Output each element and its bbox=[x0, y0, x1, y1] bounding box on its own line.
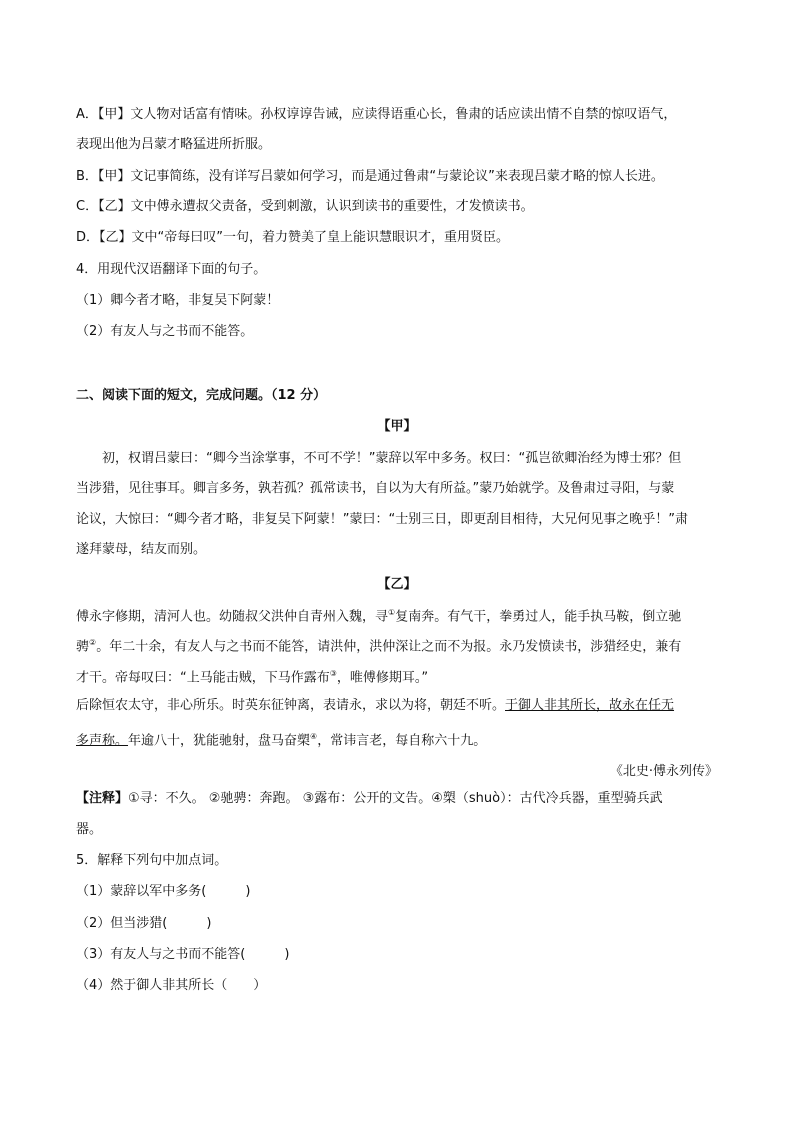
notes-label: 【注释】 bbox=[76, 791, 129, 806]
passage-yi-text: 复南奔。有气干，拳勇过人，能手执马鞍，倒立驰 bbox=[395, 609, 682, 625]
passage-yi-line-3 bbox=[76, 665, 428, 687]
passage-yi-text: 年逾八十，犹能驰射，盘马奋槊 bbox=[128, 733, 311, 749]
question-5-item-2: （2）但当涉猎( ) bbox=[76, 916, 212, 931]
option-d: D．【乙】文中“帝每曰叹”一句，着力赞美了皇上能识慧眼识才，重用贤臣。 bbox=[76, 230, 509, 245]
option-b: B．【甲】文记事简练，没有详写吕蒙如何学习，而是通过鲁肃“与蒙论议”来表现吕蒙才略的惊人长进。 bbox=[76, 169, 664, 184]
notes-line-1 bbox=[76, 790, 663, 808]
option-c: C．【乙】文中傅永遭叔父责备，受到刺激，认识到读书的重要性，才发愤读书。 bbox=[76, 199, 534, 214]
passage-yi-text: 后除恒农太守，非心所乐。时英东征钟离，表请永，求以为将，朝廷不听。 bbox=[76, 698, 506, 713]
passage-yi-text: 。年二十余，有友人与之书而不能答，请洪仲，洪仲深让之而不为报。永乃发愤读书，涉猎经史，兼有 bbox=[96, 639, 682, 655]
option-a-line2: 表现出他为吕蒙才略猛进所折服。 bbox=[76, 137, 272, 152]
question-5-title: 5．解释下列句中加点词。 bbox=[76, 853, 228, 868]
footnote-marker: ③ bbox=[329, 669, 337, 678]
footnote-marker: ① bbox=[388, 608, 396, 617]
passage-jia-line-1: 初，权谓吕蒙曰：“卿今当涂掌事，不可不学！”蒙辞以军中多务。权曰：“孤岂欲卿治经为博士邪？但 bbox=[102, 451, 682, 466]
question-5-item-3: （3）有友人与之书而不能答( ) bbox=[76, 947, 290, 962]
passage-yi-line-4 bbox=[76, 697, 674, 715]
option-a-line1: A．【甲】文人物对话富有情味。孙权谆谆告诫，应读得语重心长，鲁肃的话应读出情不自禁的惊叹语气， bbox=[76, 107, 677, 122]
passage-yi-text: 傅永字修期，清河人也。幼随叔父洪仲自青州入魏，寻 bbox=[76, 609, 389, 625]
passage-jia-label: 【甲】 bbox=[377, 419, 417, 434]
passage-yi-line-1 bbox=[76, 604, 681, 626]
passage-yi-line-5 bbox=[76, 728, 486, 750]
passage-yi-text: ，常讳言老，每自称六十九。 bbox=[317, 733, 487, 749]
question-4-title: 4．用现代汉语翻译下面的句子。 bbox=[76, 262, 267, 277]
passage-yi-text: 骋 bbox=[76, 639, 90, 655]
footnote-marker: ② bbox=[89, 638, 97, 647]
passage-yi-text: 才干。帝每叹曰：“上马能击贼，下马作露布 bbox=[76, 670, 330, 686]
underlined-sentence: 于御人非其所长，故永在任无 bbox=[505, 698, 675, 713]
question-4-sentence-1: （1）卿今者才略，非复吴下阿蒙！ bbox=[76, 293, 280, 308]
passage-jia-line-3: 论议，大惊曰：“卿今者才略，非复吴下阿蒙！”蒙曰：“士别三日，即更刮目相待，大兄何见事之晚乎！”肃 bbox=[76, 512, 688, 527]
underlined-sentence: 多声称。 bbox=[76, 733, 129, 749]
passage-yi-label: 【乙】 bbox=[377, 577, 417, 592]
footnote-marker: ④ bbox=[310, 732, 318, 741]
question-5-item-1: （1）蒙辞以军中多务( ) bbox=[76, 884, 251, 899]
question-4-sentence-2: （2）有友人与之书而不能答。 bbox=[76, 324, 254, 339]
notes-text: ①寻：不久。 ②驰骋：奔跑。 ③露布：公开的文告。④槊（shuò）：古代冷兵器，重型骑兵武 bbox=[128, 791, 663, 806]
passage-yi-text: ，唯傅修期耳。” bbox=[336, 670, 429, 686]
passage-jia-line-2: 当涉猎，见往事耳。卿言多务，孰若孤？孤常读书，自以为大有所益。”蒙乃始就学。及鲁肃过寻阳，与蒙 bbox=[76, 481, 675, 496]
passage-yi-line-2 bbox=[76, 634, 681, 656]
question-5-item-4: （4）然于御人非其所长（ ） bbox=[76, 978, 267, 993]
passage-source: 《北史·傅永列传》 bbox=[609, 764, 718, 779]
section-2-heading: 二、阅读下面的短文，完成问题。（12 分） bbox=[76, 388, 327, 403]
passage-jia-line-4: 遂拜蒙母，结友而别。 bbox=[76, 542, 207, 557]
notes-line-2: 器。 bbox=[76, 822, 103, 837]
